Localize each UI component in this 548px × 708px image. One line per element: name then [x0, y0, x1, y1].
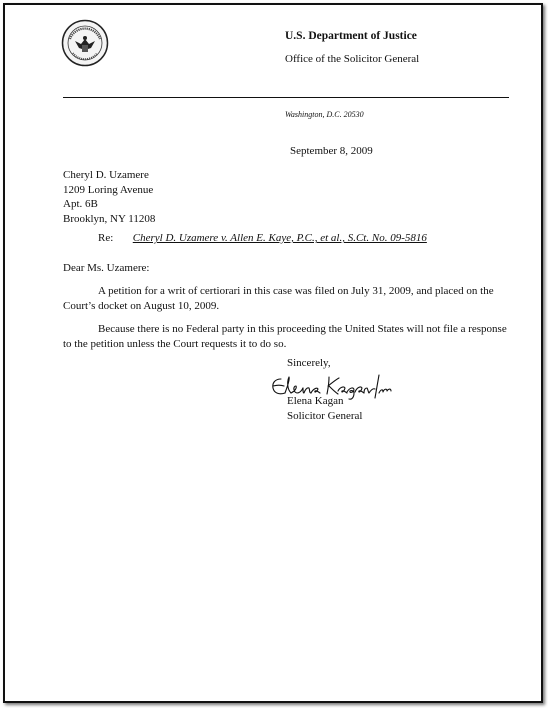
letter-page: [5, 5, 541, 701]
signer-title: Solicitor General: [287, 409, 363, 422]
signer-block: [287, 394, 362, 423]
recipient-address: [63, 168, 155, 226]
reference-case: Cheryl D. Uzamere v. Allen E. Kaye, P.C., et al., S.Ct. No. 09-5816: [132, 232, 427, 244]
doj-seal-icon: [61, 19, 109, 67]
reference-label: Re:: [98, 232, 114, 244]
letter-date: September 8, 2009: [290, 145, 373, 157]
recipient-city-state-zip: Brooklyn, NY 11208: [63, 212, 156, 225]
recipient-name: Cheryl D. Uzamere: [63, 169, 149, 181]
body-paragraph: Because there is no Federal party in this proceeding the United States will not file a response to the petition unless the Court requests it to do so.: [63, 323, 507, 350]
valediction: Sincerely,: [287, 357, 331, 369]
signer-name: Elena Kagan: [287, 395, 344, 407]
salutation: Dear Ms. Uzamere:: [63, 262, 150, 274]
body-paragraph: A petition for a writ of certiorari in this case was filed on July 31, 2009, and placed on the Court’s docket on August 10, 2009.: [63, 285, 494, 312]
department-name: U.S. Department of Justice: [285, 30, 417, 42]
recipient-street: 1209 Loring Avenue: [63, 183, 154, 196]
reference-line: [98, 231, 427, 246]
office-name: Office of the Solicitor General: [285, 53, 420, 65]
letterhead-divider: [63, 97, 509, 98]
recipient-apartment: Apt. 6B: [63, 198, 98, 211]
document-frame: [3, 3, 543, 703]
letterhead-city: Washington, D.C. 20530: [285, 110, 364, 119]
